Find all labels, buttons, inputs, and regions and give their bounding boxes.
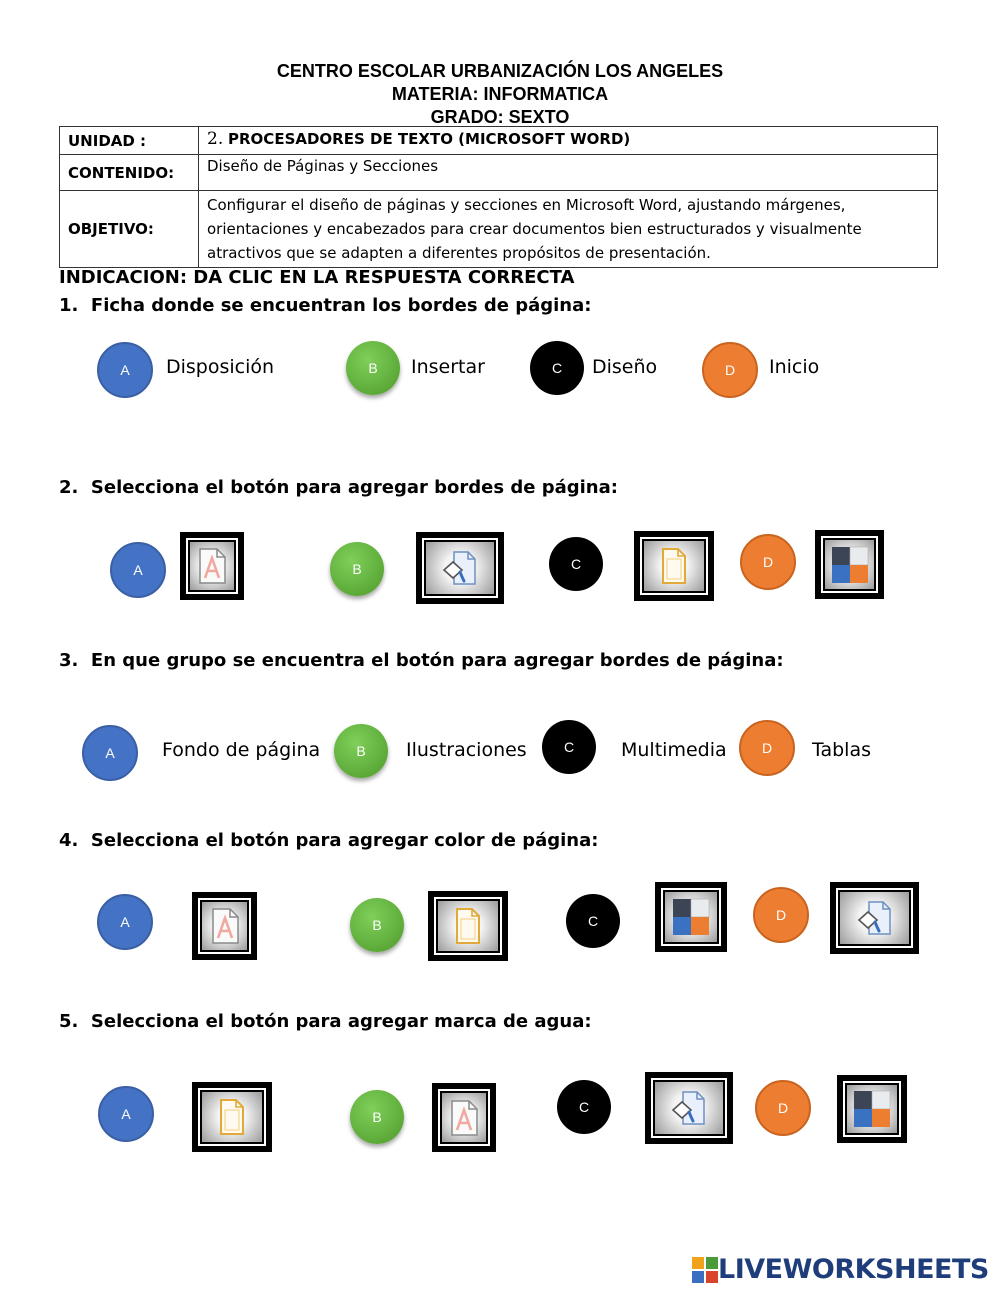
q4-image-d[interactable] <box>830 882 919 954</box>
q2-option-b[interactable]: B <box>330 542 384 596</box>
info-table <box>59 126 938 268</box>
q4-option-a[interactable]: A <box>97 894 153 950</box>
question-text: Selecciona el botón para agregar marca de agua: <box>90 1011 592 1032</box>
question-number: 3. <box>59 650 79 671</box>
q5-image-c[interactable] <box>645 1072 733 1144</box>
page-borders-icon <box>217 1097 247 1137</box>
grade-line: GRADO: SEXTO <box>430 107 570 127</box>
q5-option-b[interactable]: B <box>350 1090 404 1144</box>
q2-image-d[interactable] <box>815 530 884 599</box>
q3-option-b-label[interactable]: Ilustraciones <box>406 739 527 761</box>
liveworksheets-logo <box>692 1254 989 1285</box>
q5-image-a[interactable] <box>192 1082 272 1152</box>
unidad-label: UNIDAD : <box>60 127 199 155</box>
watermark-icon <box>447 1098 481 1138</box>
watermark-icon <box>208 906 242 946</box>
q1-option-d-label[interactable]: Inicio <box>769 356 820 378</box>
q3-option-b[interactable]: B <box>334 724 388 778</box>
question-2 <box>59 477 618 498</box>
school-name: CENTRO ESCOLAR URBANIZACIÓN LOS ANGELES <box>276 61 724 81</box>
q1-option-c-label[interactable]: Diseño <box>592 356 658 378</box>
page-borders-icon <box>659 546 689 586</box>
q2-image-a[interactable] <box>180 532 244 600</box>
q4-image-b[interactable] <box>428 891 508 961</box>
question-number: 1. <box>59 295 79 316</box>
question-5 <box>59 1011 592 1032</box>
logo-text: LIVEWORKSHEETS <box>718 1254 989 1285</box>
question-text: Selecciona el botón para agregar bordes de página: <box>90 477 618 498</box>
q3-option-c[interactable]: C <box>542 720 596 774</box>
q1-option-b-label[interactable]: Insertar <box>411 356 485 378</box>
question-number: 4. <box>59 830 79 851</box>
themes-icon <box>672 898 710 936</box>
q3-option-a-label[interactable]: Fondo de página <box>162 739 321 761</box>
q4-option-d[interactable]: D <box>753 887 809 943</box>
question-3 <box>59 650 784 671</box>
themes-icon <box>853 1090 891 1128</box>
q1-option-b[interactable]: B <box>346 341 400 395</box>
contenido-value: Diseño de Páginas y Secciones <box>199 155 938 191</box>
unidad-number: 2. <box>207 129 224 149</box>
objetivo-label: OBJETIVO: <box>60 191 199 268</box>
instruction-text: INDICACION: DA CLIC EN LA RESPUESTA CORRECTA <box>59 267 575 288</box>
q5-option-c[interactable]: C <box>557 1080 611 1134</box>
question-text: En que grupo se encuentra el botón para agregar bordes de página: <box>90 650 784 671</box>
question-number: 5. <box>59 1011 79 1032</box>
q2-image-b[interactable] <box>416 532 504 604</box>
question-number: 2. <box>59 477 79 498</box>
page-color-icon <box>669 1088 709 1128</box>
page-color-icon <box>855 898 895 938</box>
q1-option-c[interactable]: C <box>530 341 584 395</box>
q4-option-c[interactable]: C <box>566 894 620 948</box>
logo-icon <box>692 1257 718 1283</box>
page-color-icon <box>440 548 480 588</box>
subject-line: MATERIA: INFORMATICA <box>391 84 609 104</box>
themes-icon <box>831 546 869 584</box>
q1-option-d[interactable]: D <box>702 342 758 398</box>
q4-image-a[interactable] <box>192 892 257 960</box>
q5-image-d[interactable] <box>837 1075 907 1143</box>
question-4 <box>59 830 598 851</box>
unidad-value: PROCESADORES DE TEXTO (MICROSOFT WORD) <box>228 130 631 148</box>
q3-option-c-label[interactable]: Multimedia <box>621 739 727 761</box>
q2-option-a[interactable]: A <box>110 542 166 598</box>
q1-option-a-label[interactable]: Disposición <box>166 356 275 378</box>
q3-option-a[interactable]: A <box>82 725 138 781</box>
contenido-label: CONTENIDO: <box>60 155 199 191</box>
unidad-cell <box>199 127 938 155</box>
q2-option-d[interactable]: D <box>740 534 796 590</box>
q5-option-d[interactable]: D <box>755 1080 811 1136</box>
q1-option-a[interactable]: A <box>97 342 153 398</box>
q5-image-b[interactable] <box>432 1083 496 1152</box>
objetivo-value: Configurar el diseño de páginas y secciones en Microsoft Word, ajustando márgenes, orientaciones y encabezados para crear documentos bien estructurados y visualmente atractivos que se adapten a diferentes propósitos de presentación. <box>199 191 938 268</box>
q5-option-a[interactable]: A <box>98 1086 154 1142</box>
q4-image-c[interactable] <box>655 882 727 952</box>
q2-option-c[interactable]: C <box>549 537 603 591</box>
question-1 <box>59 295 591 316</box>
q4-option-b[interactable]: B <box>350 898 404 952</box>
q3-option-d[interactable]: D <box>739 720 795 776</box>
page-borders-icon <box>453 906 483 946</box>
watermark-icon <box>195 546 229 586</box>
question-text: Selecciona el botón para agregar color de página: <box>90 830 599 851</box>
question-text: Ficha donde se encuentran los bordes de página: <box>90 295 592 316</box>
q2-image-c[interactable] <box>634 531 714 601</box>
q3-option-d-label[interactable]: Tablas <box>812 739 871 761</box>
